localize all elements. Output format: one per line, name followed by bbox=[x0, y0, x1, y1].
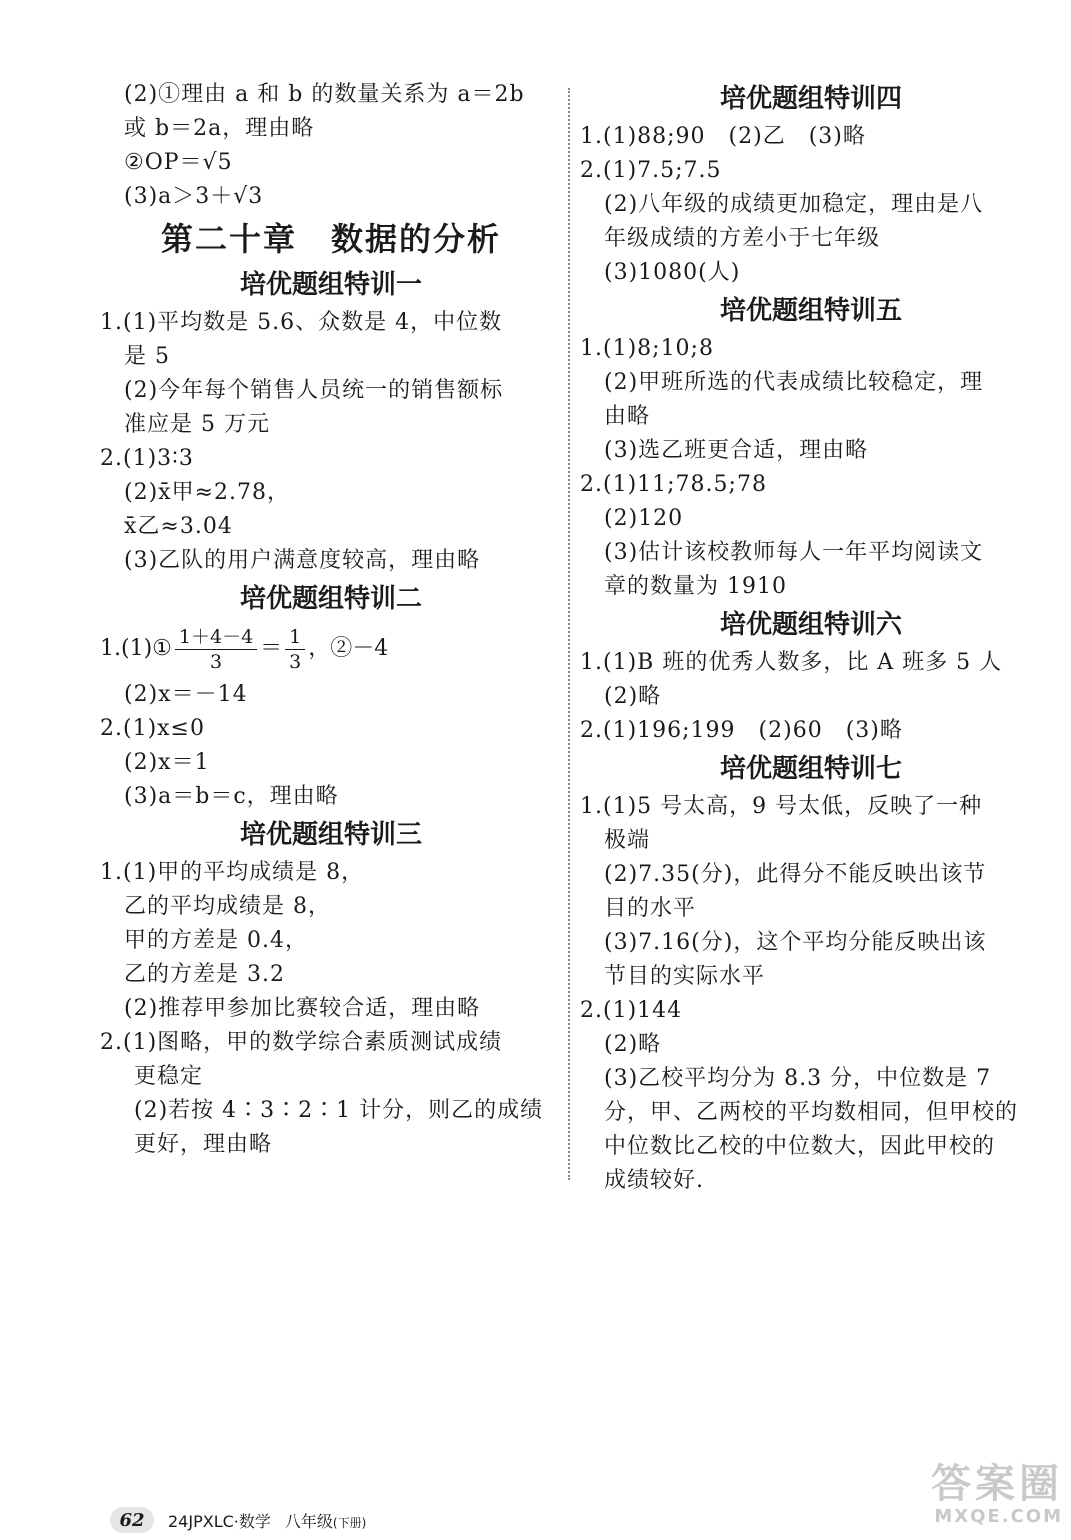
answer-line: (2)甲班所选的代表成绩比较稳定，理 bbox=[604, 370, 984, 395]
section-title-2: 培优题组特训二 bbox=[239, 584, 422, 614]
answer-line: (3)1080(人) bbox=[604, 260, 741, 285]
answer-line: 分，甲、乙两校的平均数相同，但甲校的 bbox=[604, 1100, 1019, 1125]
answer-line: (2)7.35(分)，此得分不能反映出该节 bbox=[604, 862, 987, 887]
answer-line: 年级成绩的方差小于七年级 bbox=[604, 226, 881, 251]
answer-prefix: 1.(1)① bbox=[100, 636, 172, 661]
answer-line: (3)乙校平均分为 8.3 分，中位数是 7 bbox=[604, 1066, 992, 1091]
section-title-6: 培优题组特训六 bbox=[719, 610, 902, 640]
answer-line: 2.(1)图略，甲的数学综合素质测试成绩 bbox=[100, 1030, 503, 1055]
answer-line: 中位数比乙校的中位数大，因此甲校的 bbox=[604, 1134, 996, 1159]
answer-line: (2)今年每个销售人员统一的销售额标 bbox=[124, 378, 504, 403]
left-column bbox=[100, 78, 562, 1162]
answer-line: (2)八年级的成绩更加稳定，理由是八 bbox=[604, 192, 984, 217]
watermark-logo bbox=[863, 1460, 1063, 1530]
watermark-text: 答案圈 bbox=[931, 1461, 1063, 1507]
book-code: 24JPXLC·数学 bbox=[168, 1511, 271, 1531]
answer-line: 目的水平 bbox=[604, 896, 697, 921]
answer-line: (3)a＝b＝c，理由略 bbox=[124, 784, 339, 809]
answer-line: (3)估计该校教师每人一年平均阅读文 bbox=[604, 540, 984, 565]
answer-line: (2)x̄甲≈2.78， bbox=[124, 480, 290, 505]
column-divider bbox=[568, 88, 570, 1180]
answer-line: 2.(1)196;199 (2)60 (3)略 bbox=[580, 718, 903, 743]
chapter-title: 第二十章 数据的分析 bbox=[160, 220, 501, 258]
answer-line: 更稳定 bbox=[134, 1064, 204, 1089]
section-title-5: 培优题组特训五 bbox=[719, 296, 902, 326]
answer-line: (2)若按 4∶3∶2∶1 计分，则乙的成绩 bbox=[134, 1098, 544, 1123]
answer-line: 准应是 5 万元 bbox=[124, 412, 270, 437]
answer-line: 1.(1)平均数是 5.6、众数是 4，中位数 bbox=[100, 310, 503, 335]
answer-line: (2)略 bbox=[604, 1032, 662, 1057]
fraction-numerator: 1 bbox=[285, 625, 305, 650]
page-footer bbox=[110, 1500, 366, 1540]
fraction-denominator: 3 bbox=[209, 650, 223, 673]
answer-line: 1.(1)B 班的优秀人数多，比 A 班多 5 人 bbox=[580, 650, 1003, 675]
answer-line: (3)7.16(分)，这个平均分能反映出该 bbox=[604, 930, 987, 955]
answer-line: 节目的实际水平 bbox=[604, 964, 766, 989]
section-title-3: 培优题组特训三 bbox=[239, 820, 422, 850]
answer-line: x̄乙≈3.04 bbox=[124, 514, 233, 539]
answer-line: 或 b＝2a，理由略 bbox=[124, 116, 315, 141]
answer-line: (2)①理由 a 和 b 的数量关系为 a＝2b bbox=[124, 82, 525, 107]
grade-label: 八年级(下册) bbox=[284, 1511, 367, 1531]
answer-line: (3)a＞3＋√3 bbox=[124, 184, 264, 209]
answer-line: 更好，理由略 bbox=[134, 1132, 273, 1157]
answer-line: 2.(1)144 bbox=[580, 998, 683, 1023]
answer-line: (3)乙队的用户满意度较高，理由略 bbox=[124, 548, 481, 573]
answer-line: 章的数量为 1910 bbox=[604, 574, 787, 599]
section-title-1: 培优题组特训一 bbox=[239, 270, 422, 300]
answer-line: 1.(1)甲的平均成绩是 8， bbox=[100, 860, 365, 885]
section-title-7: 培优题组特训七 bbox=[719, 754, 902, 784]
answer-line: 2.(1)3∶3 bbox=[100, 446, 194, 471]
section-title-4: 培优题组特训四 bbox=[719, 84, 902, 114]
answer-line: 是 5 bbox=[124, 344, 170, 369]
equals-sign: ＝ bbox=[260, 636, 283, 661]
answer-line: (2)x＝1 bbox=[124, 750, 210, 775]
answer-line: (2)推荐甲参加比赛较合适，理由略 bbox=[124, 996, 481, 1021]
page-number: 62 bbox=[110, 1507, 154, 1533]
answer-line: 甲的方差是 0.4， bbox=[124, 928, 308, 953]
answer-line: (2)略 bbox=[604, 684, 662, 709]
fraction-denominator: 3 bbox=[289, 650, 302, 673]
answer-line: 2.(1)11;78.5;78 bbox=[580, 472, 767, 497]
answer-line: 乙的平均成绩是 8， bbox=[124, 894, 331, 919]
answer-line: 2.(1)x≤0 bbox=[100, 716, 205, 741]
answer-line: (2)120 bbox=[604, 506, 684, 531]
answer-suffix: ，②－4 bbox=[308, 636, 389, 661]
answer-line: 1.(1)88;90 (2)乙 (3)略 bbox=[580, 124, 866, 149]
answer-line: 极端 bbox=[604, 828, 651, 853]
fraction-answer-line bbox=[100, 620, 562, 678]
watermark-url: MXQE.COM bbox=[934, 1506, 1063, 1527]
answer-line: 1.(1)5 号太高，9 号太低，反映了一种 bbox=[580, 794, 983, 819]
fraction bbox=[285, 625, 305, 674]
fraction bbox=[175, 625, 257, 674]
answer-line: 由略 bbox=[604, 404, 651, 429]
answer-line: (2)x＝－14 bbox=[124, 682, 248, 707]
answer-line: 成绩较好. bbox=[604, 1168, 704, 1193]
answer-line: ②OP＝√5 bbox=[124, 150, 233, 175]
answer-line: 2.(1)7.5;7.5 bbox=[580, 158, 722, 183]
answer-line: (3)选乙班更合适，理由略 bbox=[604, 438, 869, 463]
right-column bbox=[580, 78, 1042, 1198]
answer-line: 1.(1)8;10;8 bbox=[580, 336, 714, 361]
fraction-numerator: 1＋4－4 bbox=[175, 625, 257, 650]
answer-line: 乙的方差是 3.2 bbox=[124, 962, 285, 987]
